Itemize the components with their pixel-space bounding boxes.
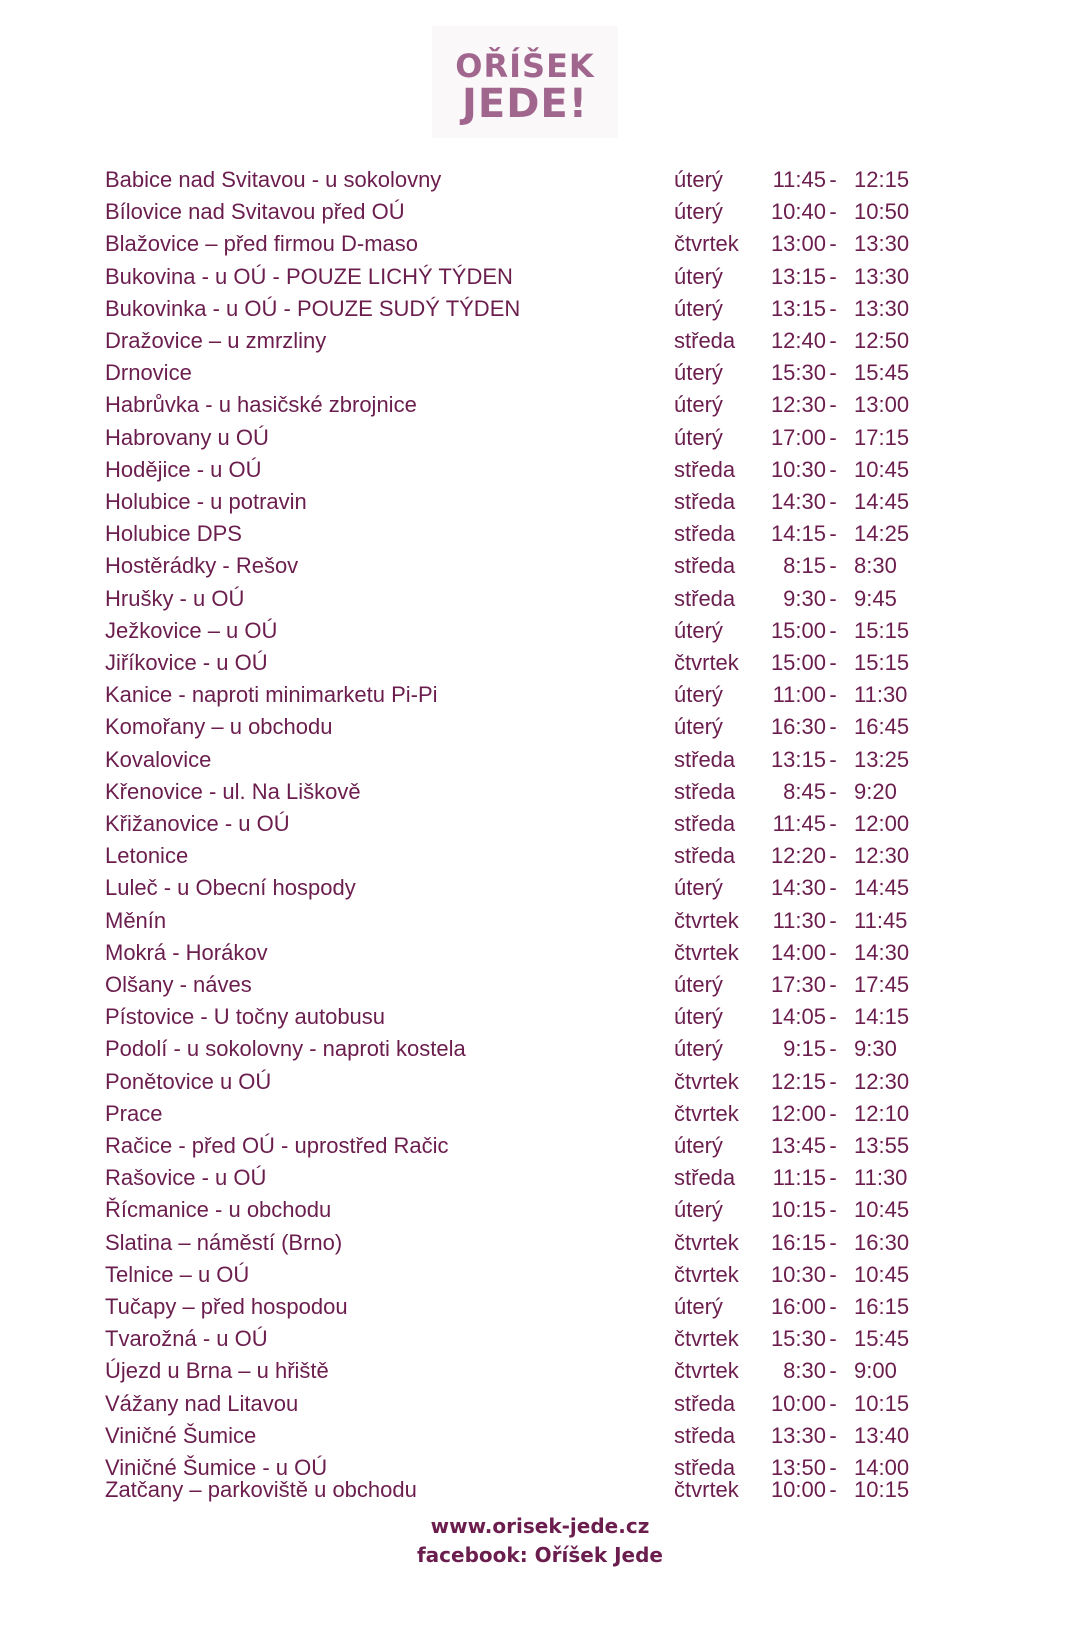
time-separator: - [829, 263, 837, 289]
stop-name: Tučapy – před hospodou [105, 1294, 348, 1319]
time-to: 9:45 [854, 585, 897, 611]
stop-name: Blažovice – před firmou D-maso [105, 231, 419, 257]
schedule-row [0, 1131, 1080, 1161]
stop-name: Komořany – u obchodu [105, 714, 333, 740]
stop-name: Telnice – u OÚ [105, 1261, 250, 1287]
schedule-row [0, 745, 1080, 775]
day-label: čtvrtek [674, 907, 739, 933]
schedule-row [0, 1067, 1080, 1097]
day-label: čtvrtek [674, 1068, 739, 1094]
stop-name: Prace [105, 1100, 163, 1126]
time-to: 14:00 [854, 1455, 910, 1480]
stop-name: Hostěrádky - Rešov [105, 553, 299, 579]
time-separator: - [829, 1261, 837, 1287]
time-to: 16:45 [854, 714, 910, 740]
schedule-row [0, 616, 1080, 646]
time-to: 9:30 [854, 1036, 897, 1062]
time-from: 13:30 [770, 1422, 826, 1448]
time-from: 10:30 [770, 456, 826, 482]
time-from: 13:45 [770, 1133, 826, 1158]
day-label: úterý [674, 972, 723, 997]
time-to: 11:30 [854, 1165, 908, 1191]
time-separator: - [829, 360, 837, 386]
schedule-row [0, 1421, 1080, 1451]
time-from: 10:15 [770, 1197, 826, 1223]
time-to: 11:30 [854, 682, 908, 708]
stop-name: Řícmanice - u obchodu [105, 1197, 332, 1223]
schedule-row [0, 841, 1080, 871]
time-from: 14:30 [770, 875, 826, 901]
day-label: úterý [674, 360, 723, 386]
website-link[interactable]: www.orisek-jede.cz [430, 1514, 650, 1538]
day-label: úterý [674, 875, 723, 901]
time-to: 12:50 [854, 328, 910, 353]
day-label: úterý [674, 1036, 723, 1062]
stop-name: Holubice - u potravin [105, 489, 307, 514]
schedule-row [0, 938, 1080, 968]
time-from: 15:00 [770, 650, 826, 675]
stop-name: Bukovina - u OÚ - POUZE LICHÝ TÝDEN [105, 263, 513, 289]
time-from: 14:15 [770, 521, 826, 547]
time-to: 12:15 [854, 167, 910, 192]
time-to: 14:45 [854, 489, 910, 514]
stop-name: Podolí - u sokolovny - naproti kostela [105, 1036, 466, 1062]
stop-name: Holubice DPS [105, 521, 242, 547]
day-label: čtvrtek [674, 650, 739, 675]
schedule-row [0, 229, 1080, 259]
schedule-row [0, 712, 1080, 742]
time-separator: - [829, 778, 837, 804]
time-separator: - [829, 746, 837, 772]
stop-name: Pístovice - U točny autobusu [105, 1004, 386, 1030]
day-label: středa [674, 1422, 736, 1448]
time-from: 15:30 [770, 360, 826, 386]
schedule-row [0, 1034, 1080, 1064]
time-from: 13:15 [770, 263, 826, 289]
time-to: 8:30 [854, 553, 897, 579]
day-label: úterý [674, 392, 723, 418]
day-label: čtvrtek [674, 1261, 739, 1287]
day-label: čtvrtek [674, 1100, 739, 1126]
day-label: úterý [674, 167, 723, 192]
stop-name: Račice - před OÚ - uprostřed Račic [105, 1133, 449, 1158]
time-from: 10:00 [770, 1390, 826, 1416]
schedule-row [0, 970, 1080, 1000]
day-label: úterý [674, 1004, 723, 1030]
time-separator: - [829, 811, 837, 836]
day-label: úterý [674, 263, 723, 289]
day-label: čtvrtek [674, 1358, 739, 1384]
time-separator: - [829, 1197, 837, 1223]
facebook-label: facebook: Oříšek Jede [416, 1543, 663, 1567]
time-to: 13:30 [854, 231, 910, 257]
time-to: 11:45 [854, 907, 908, 933]
stop-name: Újezd u Brna – u hřiště [105, 1358, 329, 1384]
time-to: 10:15 [854, 1477, 910, 1502]
time-separator: - [829, 1165, 837, 1191]
stop-name: Zatčany – parkoviště u obchodu [105, 1477, 417, 1502]
time-to: 17:45 [854, 972, 910, 997]
schedule-row [0, 1356, 1080, 1386]
schedule-row [0, 680, 1080, 710]
schedule-row [0, 455, 1080, 485]
time-from: 11:00 [772, 682, 826, 708]
time-to: 15:45 [854, 1326, 910, 1352]
day-label: středa [674, 746, 736, 772]
time-to: 10:45 [854, 1261, 910, 1287]
day-label: čtvrtek [674, 939, 739, 965]
stop-name: Viničné Šumice - u OÚ [105, 1455, 328, 1480]
time-to: 13:25 [854, 746, 910, 772]
time-to: 10:45 [854, 456, 910, 482]
time-separator: - [829, 424, 837, 450]
stop-name: Bukovinka - u OÚ - POUZE SUDÝ TÝDEN [105, 295, 521, 321]
schedule-row [0, 487, 1080, 517]
day-label: úterý [674, 1133, 723, 1158]
time-to: 13:30 [854, 295, 910, 321]
time-to: 15:15 [854, 650, 910, 675]
time-from: 13:15 [770, 746, 826, 772]
time-to: 13:55 [854, 1133, 910, 1158]
time-separator: - [829, 1390, 837, 1416]
time-from: 12:30 [770, 392, 826, 418]
stop-name: Mokrá - Horákov [105, 939, 268, 965]
stop-name: Měnín [105, 907, 167, 933]
time-separator: - [829, 553, 837, 579]
time-to: 13:00 [854, 392, 910, 418]
stop-name: Křižanovice - u OÚ [105, 811, 290, 836]
time-separator: - [829, 1036, 837, 1062]
schedule-row [0, 1002, 1080, 1032]
time-separator: - [829, 907, 837, 933]
time-from: 14:00 [770, 939, 826, 965]
time-separator: - [829, 167, 837, 192]
time-from: 12:00 [770, 1100, 826, 1126]
time-from: 17:30 [770, 972, 826, 997]
time-to: 15:45 [854, 360, 910, 386]
time-separator: - [829, 1068, 837, 1094]
time-to: 17:15 [854, 424, 910, 450]
schedule-row [0, 873, 1080, 903]
stop-name: Bílovice nad Svitavou před OÚ [105, 199, 405, 225]
schedule-row [0, 519, 1080, 549]
time-from: 14:05 [770, 1004, 826, 1030]
schedule-row [0, 1324, 1080, 1354]
day-label: středa [674, 585, 736, 611]
schedule-row [0, 1475, 1080, 1505]
stop-name: Kanice - naproti minimarketu Pi-Pi [105, 682, 438, 708]
time-separator: - [829, 972, 837, 997]
time-from: 11:45 [772, 811, 826, 836]
day-label: úterý [674, 199, 723, 225]
time-to: 14:45 [854, 875, 910, 901]
time-to: 12:30 [854, 1068, 910, 1094]
stop-name: Hodějice - u OÚ [105, 456, 262, 482]
time-separator: - [829, 199, 837, 225]
day-label: středa [674, 1390, 736, 1416]
day-label: úterý [674, 617, 723, 643]
time-separator: - [829, 875, 837, 901]
time-separator: - [829, 1358, 837, 1384]
stop-name: Slatina – náměstí (Brno) [105, 1229, 343, 1255]
time-separator: - [829, 328, 837, 353]
time-from: 8:15 [783, 553, 826, 579]
stop-name: Dražovice – u zmrzliny [105, 328, 327, 353]
time-separator: - [829, 939, 837, 965]
time-to: 14:30 [854, 939, 910, 965]
time-from: 9:15 [783, 1036, 826, 1062]
time-to: 14:15 [854, 1004, 910, 1030]
time-from: 17:00 [770, 424, 826, 450]
schedule-row [0, 1228, 1080, 1258]
stop-name: Olšany - náves [105, 972, 252, 997]
time-from: 16:15 [770, 1229, 826, 1255]
time-separator: - [829, 1422, 837, 1448]
schedule-row [0, 809, 1080, 839]
schedule-row [0, 1195, 1080, 1225]
time-from: 13:15 [770, 295, 826, 321]
time-from: 8:45 [783, 778, 826, 804]
day-label: čtvrtek [674, 1477, 739, 1502]
time-from: 12:20 [770, 843, 826, 869]
time-from: 13:00 [770, 231, 826, 257]
time-to: 12:10 [854, 1100, 910, 1126]
time-separator: - [829, 1477, 837, 1502]
time-from: 16:30 [770, 714, 826, 740]
day-label: čtvrtek [674, 1326, 739, 1352]
time-to: 10:45 [854, 1197, 910, 1223]
schedule-row [0, 165, 1080, 195]
schedule-row [0, 551, 1080, 581]
time-separator: - [829, 456, 837, 482]
stop-name: Habrůvka - u hasičské zbrojnice [105, 392, 417, 418]
time-to: 12:00 [854, 811, 910, 836]
time-from: 11:30 [772, 907, 826, 933]
time-from: 12:40 [770, 328, 826, 353]
time-from: 11:45 [772, 167, 826, 192]
day-label: středa [674, 1455, 736, 1480]
time-to: 14:25 [854, 521, 910, 547]
schedule-row [0, 584, 1080, 614]
stop-name: Rašovice - u OÚ [105, 1165, 267, 1191]
schedule-row [0, 1260, 1080, 1290]
stop-name: Ježkovice – u OÚ [105, 617, 278, 643]
schedule-row [0, 358, 1080, 388]
day-label: úterý [674, 1294, 723, 1319]
time-separator: - [829, 714, 837, 740]
time-to: 10:50 [854, 199, 910, 225]
time-to: 15:15 [854, 617, 910, 643]
schedule-row [0, 197, 1080, 227]
time-separator: - [829, 1133, 837, 1158]
time-from: 8:30 [783, 1358, 826, 1384]
time-from: 10:40 [770, 199, 826, 225]
time-separator: - [829, 1294, 837, 1319]
time-to: 12:30 [854, 843, 910, 869]
schedule-row [0, 648, 1080, 678]
stop-name: Letonice [105, 843, 189, 869]
time-from: 15:30 [770, 1326, 826, 1352]
time-separator: - [829, 489, 837, 514]
time-to: 9:20 [854, 778, 897, 804]
day-label: úterý [674, 295, 723, 321]
time-separator: - [829, 1229, 837, 1255]
time-to: 10:15 [854, 1390, 910, 1416]
stop-name: Ponětovice u OÚ [105, 1068, 272, 1094]
time-to: 16:15 [854, 1294, 910, 1319]
time-separator: - [829, 617, 837, 643]
stop-name: Křenovice - ul. Na Liškově [105, 778, 361, 804]
schedule-row [0, 390, 1080, 420]
time-separator: - [829, 392, 837, 418]
time-from: 12:15 [770, 1068, 826, 1094]
schedule-row [0, 1099, 1080, 1129]
time-from: 14:30 [770, 489, 826, 514]
time-from: 16:00 [770, 1294, 826, 1319]
time-from: 15:00 [770, 617, 826, 643]
time-separator: - [829, 1004, 837, 1030]
schedule-row [0, 906, 1080, 936]
day-label: středa [674, 843, 736, 869]
schedule-row [0, 777, 1080, 807]
stop-name: Hrušky - u OÚ [105, 585, 245, 611]
day-label: středa [674, 778, 736, 804]
time-from: 11:15 [772, 1165, 826, 1191]
day-label: čtvrtek [674, 1229, 739, 1255]
time-separator: - [829, 650, 837, 675]
time-to: 16:30 [854, 1229, 910, 1255]
day-label: čtvrtek [674, 231, 739, 257]
schedule-row [0, 1389, 1080, 1419]
logo-line-2: JEDE! [462, 81, 588, 127]
time-to: 9:00 [854, 1358, 897, 1384]
day-label: středa [674, 328, 736, 353]
time-from: 9:30 [783, 585, 826, 611]
day-label: středa [674, 489, 736, 514]
time-separator: - [829, 1326, 837, 1352]
time-separator: - [829, 682, 837, 708]
schedule-row [0, 1292, 1080, 1322]
time-to: 13:40 [854, 1422, 910, 1448]
time-from: 13:50 [770, 1455, 826, 1480]
time-separator: - [829, 231, 837, 257]
day-label: úterý [674, 1197, 723, 1223]
stop-name: Kovalovice [105, 746, 212, 772]
day-label: středa [674, 456, 736, 482]
time-to: 13:30 [854, 263, 910, 289]
day-label: úterý [674, 682, 723, 708]
schedule-row [0, 423, 1080, 453]
day-label: středa [674, 811, 736, 836]
stop-name: Tvarožná - u OÚ [105, 1326, 268, 1352]
time-from: 10:00 [770, 1477, 826, 1502]
time-separator: - [829, 521, 837, 547]
time-separator: - [829, 843, 837, 869]
day-label: středa [674, 1165, 736, 1191]
schedule-row [0, 262, 1080, 292]
stop-name: Babice nad Svitavou - u sokolovny [105, 167, 442, 192]
stop-name: Viničné Šumice [105, 1422, 257, 1448]
time-from: 10:30 [770, 1261, 826, 1287]
day-label: úterý [674, 424, 723, 450]
logo [432, 26, 618, 138]
time-separator: - [829, 1100, 837, 1126]
time-separator: - [829, 295, 837, 321]
stop-name: Habrovany u OÚ [105, 424, 269, 450]
time-separator: - [829, 585, 837, 611]
time-separator: - [829, 1455, 837, 1480]
stop-name: Drnovice [105, 360, 192, 386]
schedule-row [0, 294, 1080, 324]
logo-line-1: OŘÍŠEK [455, 47, 595, 85]
stop-name: Luleč - u Obecní hospody [105, 875, 356, 901]
day-label: úterý [674, 714, 723, 740]
stop-name: Jiříkovice - u OÚ [105, 650, 268, 675]
schedule-row [0, 326, 1080, 356]
day-label: středa [674, 553, 736, 579]
stop-name: Vážany nad Litavou [105, 1390, 299, 1416]
day-label: středa [674, 521, 736, 547]
schedule-row [0, 1163, 1080, 1193]
